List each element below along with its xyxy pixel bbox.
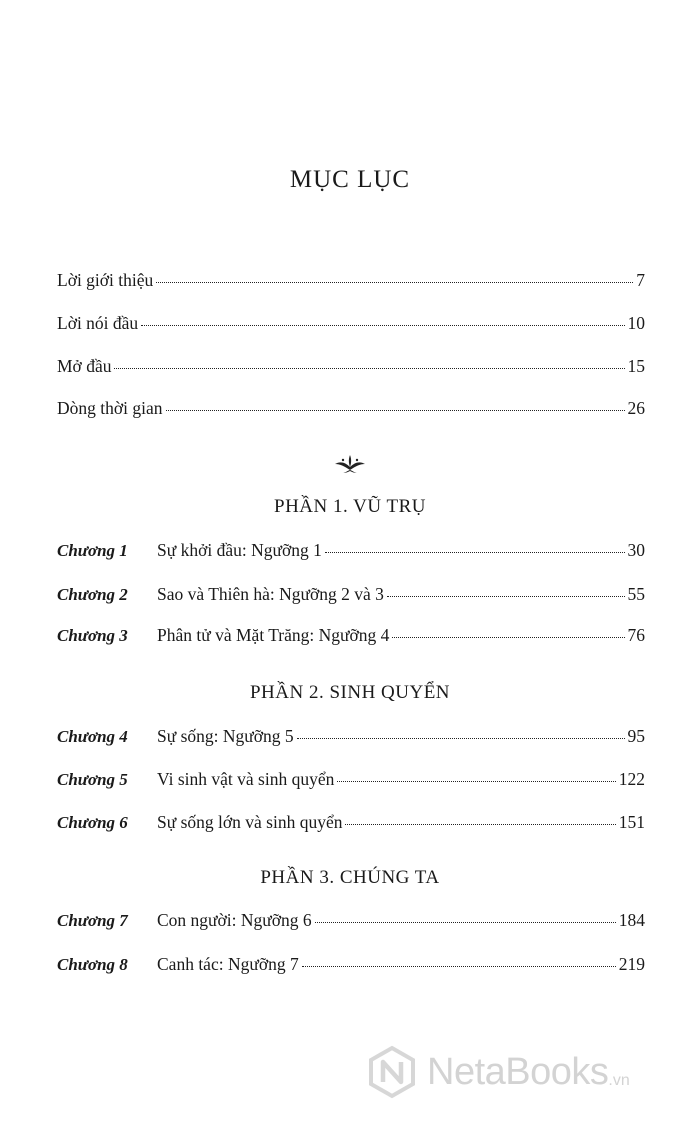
- chapter-number: Chương 6: [57, 813, 128, 832]
- dot-leader: [166, 410, 625, 411]
- toc-entry-page: 15: [627, 356, 645, 376]
- toc-entry-label: Canh tác: Ngưỡng 7: [157, 954, 299, 974]
- toc-chapter-entry[interactable]: [57, 540, 645, 564]
- dot-leader: [302, 966, 616, 967]
- dot-leader: [387, 596, 625, 597]
- toc-entry-label: Sao và Thiên hà: Ngưỡng 2 và 3: [157, 584, 384, 604]
- chapter-number: Chương 4: [57, 727, 128, 746]
- toc-chapter-entry[interactable]: [57, 954, 645, 978]
- toc-entry-page: 10: [627, 313, 645, 333]
- toc-entry-page: 76: [627, 625, 645, 645]
- toc-chapter-entry[interactable]: [57, 910, 645, 934]
- netabooks-logo-icon: [365, 1045, 419, 1099]
- chapter-number: Chương 7: [57, 911, 128, 930]
- chapter-number: Chương 2: [57, 585, 128, 604]
- toc-entry-page: 26: [627, 398, 645, 418]
- toc-entry-label: Sự khởi đầu: Ngưỡng 1: [157, 540, 322, 560]
- toc-entry-preface[interactable]: [57, 313, 645, 337]
- toc-entry-label: Dòng thời gian: [57, 398, 163, 418]
- toc-entry-page: 55: [627, 584, 645, 604]
- dot-leader: [141, 325, 624, 326]
- toc-entry-label: Sự sống lớn và sinh quyển: [157, 812, 343, 832]
- dot-leader: [156, 282, 633, 283]
- toc-chapter-entry[interactable]: [57, 726, 645, 750]
- toc-entry-label: Con người: Ngưỡng 6: [157, 910, 312, 930]
- netabooks-watermark: [365, 1042, 685, 1102]
- dot-leader: [114, 368, 624, 369]
- dot-leader: [297, 738, 625, 739]
- part-heading: PHẦN 1. VŨ TRỤ: [274, 496, 426, 517]
- toc-chapter-entry[interactable]: [57, 625, 645, 649]
- toc-entry-label: Sự sống: Ngưỡng 5: [157, 726, 294, 746]
- dot-leader: [315, 922, 616, 923]
- toc-chapter-entry[interactable]: [57, 812, 645, 836]
- chapter-number: Chương 3: [57, 626, 128, 645]
- toc-entry-intro[interactable]: [57, 270, 645, 294]
- toc-entry-timeline[interactable]: [57, 398, 645, 422]
- watermark-domain: .vn: [608, 1072, 630, 1089]
- watermark-brand: NetaBooks: [427, 1050, 609, 1093]
- toc-entry-label: Lời nói đầu: [57, 313, 139, 333]
- toc-entry-page: 30: [627, 540, 645, 560]
- fleuron-ornament-icon: [332, 452, 368, 474]
- dot-leader: [325, 552, 625, 553]
- part-heading: PHẦN 2. SINH QUYỂN: [249, 682, 451, 703]
- toc-chapter-entry[interactable]: [57, 769, 645, 793]
- toc-entry-page: 184: [618, 910, 645, 930]
- toc-entry-label: Phân tử và Mặt Trăng: Ngưỡng 4: [157, 625, 390, 645]
- toc-entry-label: Lời giới thiệu: [57, 270, 154, 290]
- dot-leader: [337, 781, 615, 782]
- chapter-number: Chương 8: [57, 955, 128, 974]
- dot-leader: [392, 637, 624, 638]
- page-title: MỤC LỤC: [289, 166, 411, 193]
- toc-entry-label: Mở đầu: [57, 356, 112, 376]
- toc-entry-page: 122: [618, 769, 645, 789]
- toc-entry-page: 219: [618, 954, 645, 974]
- toc-chapter-entry[interactable]: [57, 584, 645, 608]
- toc-entry-page: 95: [627, 726, 645, 746]
- chapter-number: Chương 1: [57, 541, 128, 560]
- toc-entry-opening[interactable]: [57, 356, 645, 380]
- toc-entry-page: 7: [636, 270, 645, 290]
- dot-leader: [345, 824, 615, 825]
- toc-entry-label: Vi sinh vật và sinh quyển: [157, 769, 335, 789]
- toc-entry-page: 151: [618, 812, 645, 832]
- part-heading: PHẦN 3. CHÚNG TA: [260, 867, 440, 888]
- chapter-number: Chương 5: [57, 770, 128, 789]
